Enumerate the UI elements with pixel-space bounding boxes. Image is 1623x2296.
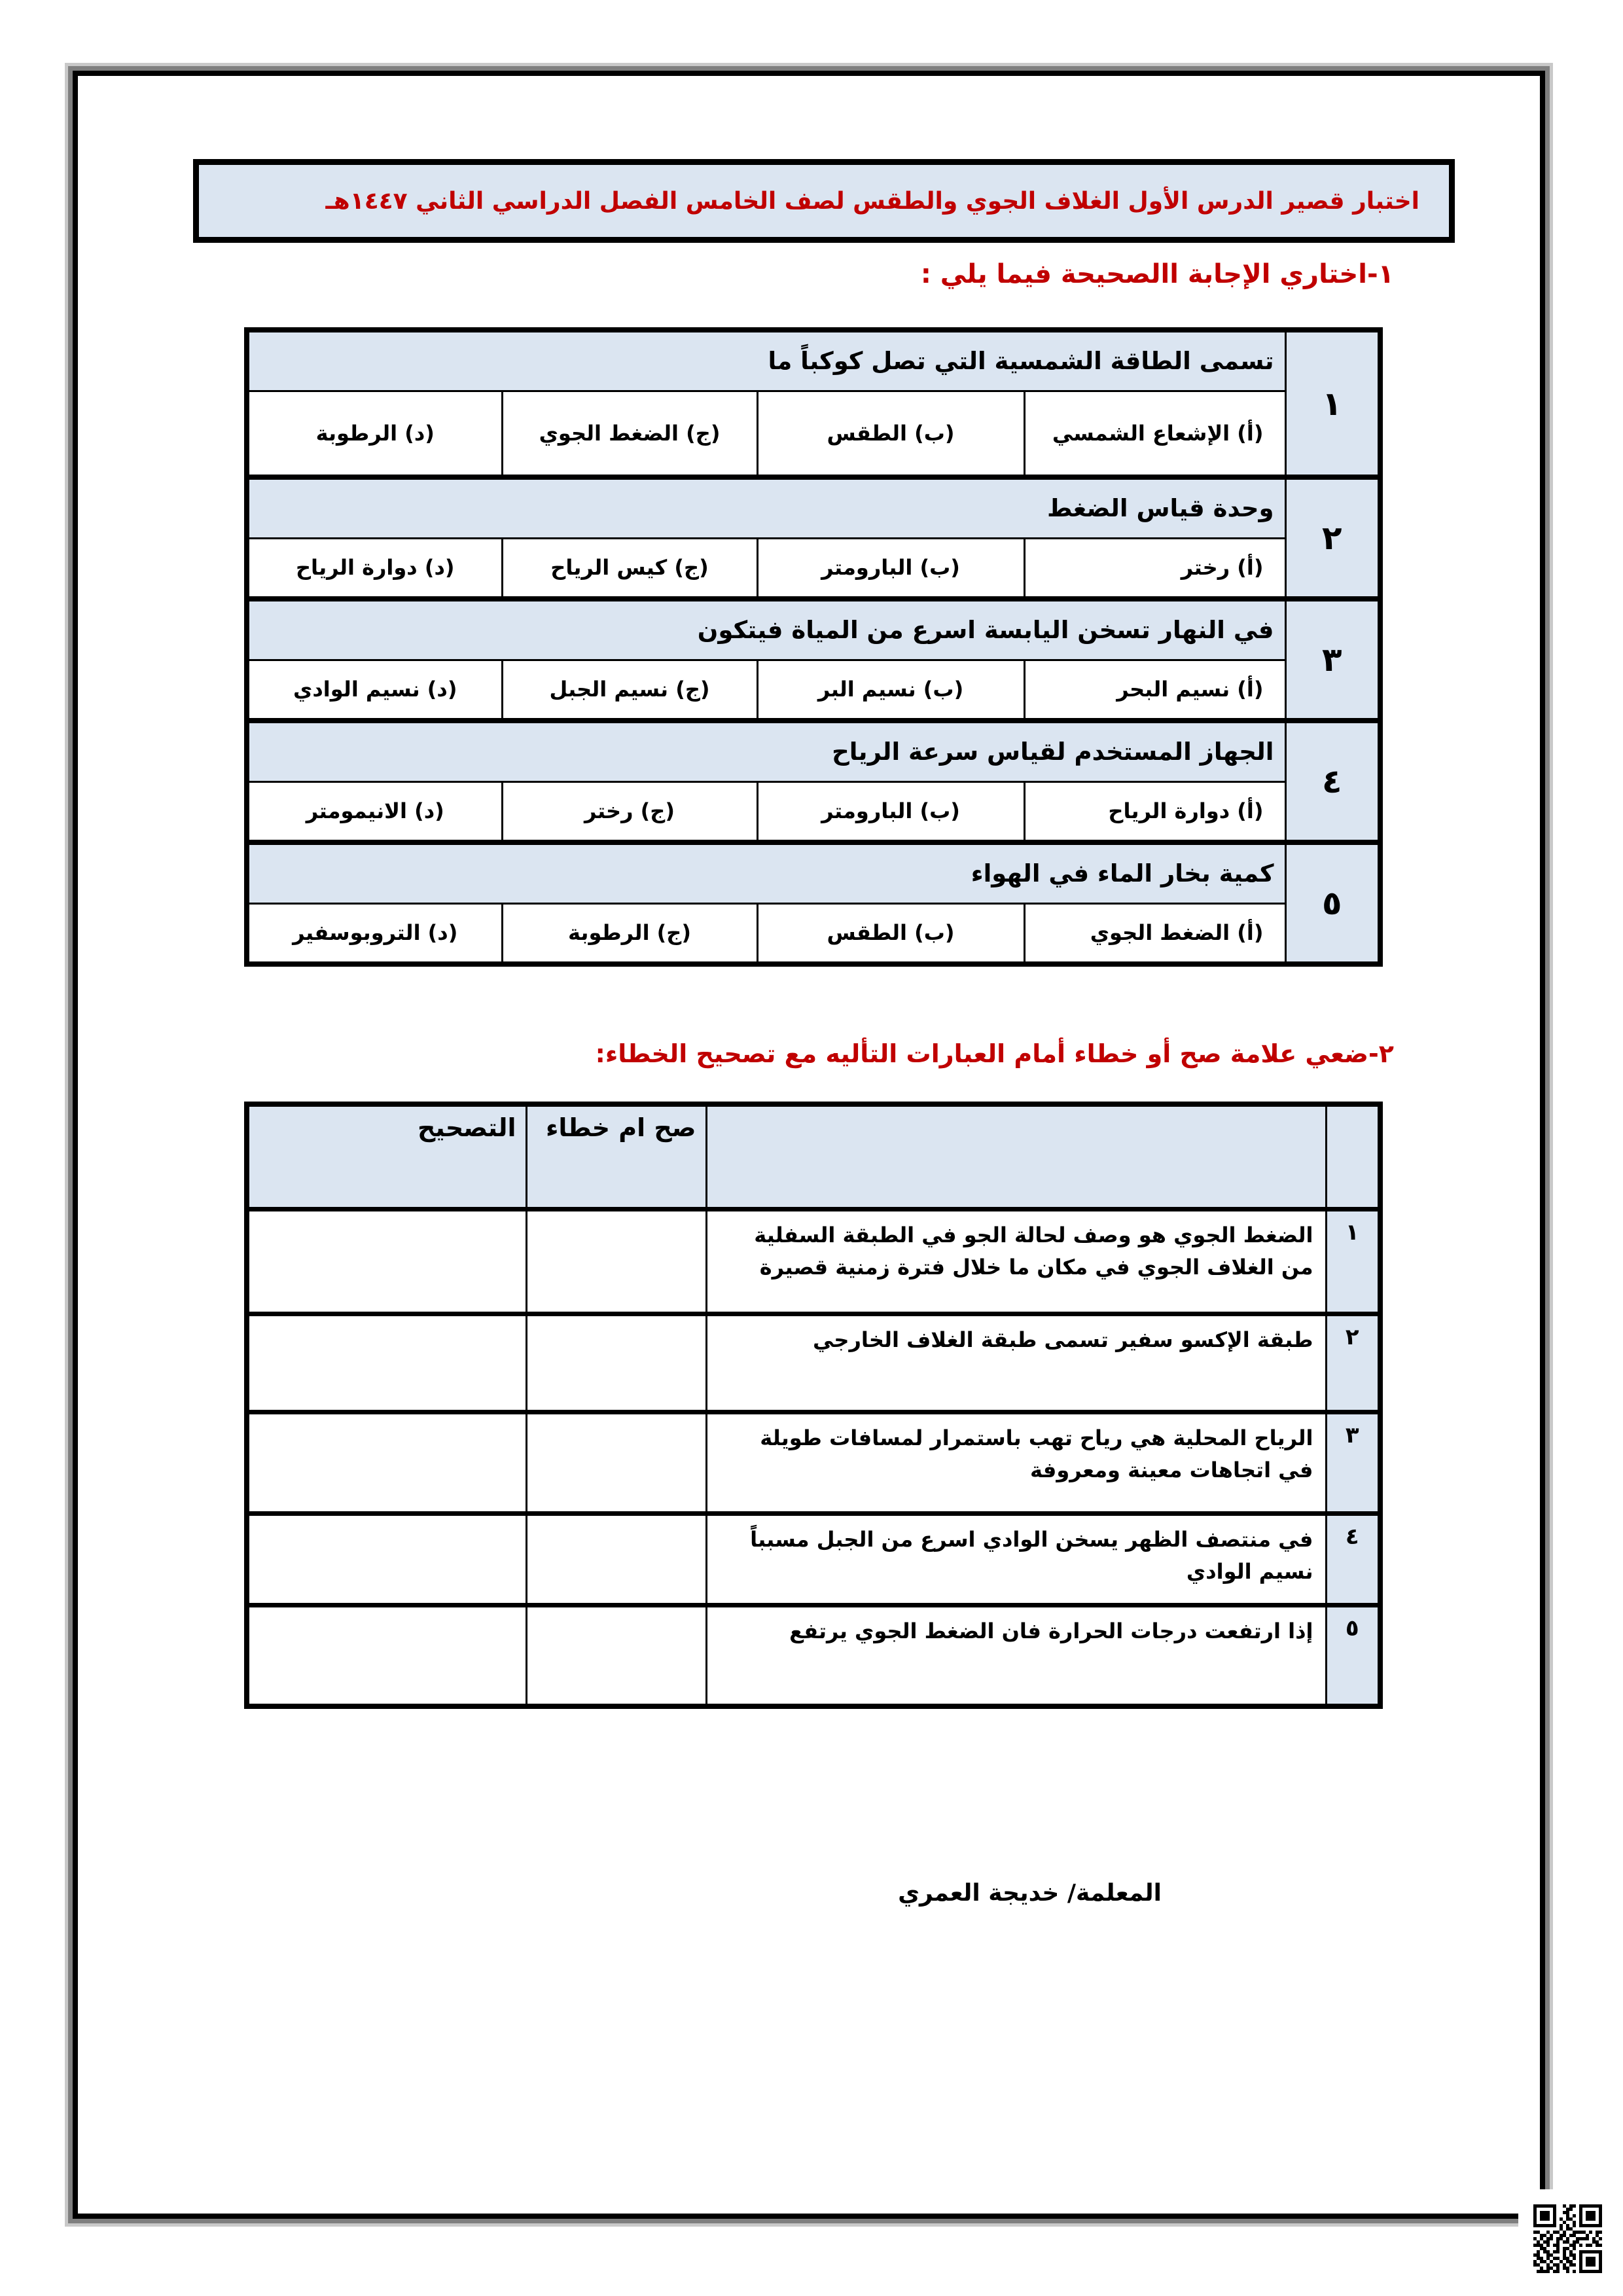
option-cell-d: (د) الانيمومتر: [247, 781, 502, 842]
question-number: ٤: [1285, 721, 1380, 842]
question-number: ٣: [1285, 599, 1380, 721]
correction-answer-cell[interactable]: [247, 1209, 526, 1314]
statement-text: في منتصف الظهر يسخن الوادي اسرع من الجبل مسبباً نسيم الوادي: [706, 1513, 1326, 1605]
option-cell-b: (ب) البارومتر: [757, 781, 1024, 842]
correction-answer-cell[interactable]: [247, 1314, 526, 1412]
correction-answer-cell[interactable]: [247, 1513, 526, 1605]
question-number: ٢: [1285, 477, 1380, 599]
question-number: ٥: [1285, 842, 1380, 964]
correction-answer-cell[interactable]: [247, 1605, 526, 1706]
option-cell-b: (ب) الطقس: [757, 391, 1024, 477]
statement-number: ٤: [1326, 1513, 1380, 1605]
mcq-table: [244, 327, 1383, 967]
option-cell-b: (ب) الطقس: [757, 903, 1024, 964]
option-cell-a: (أ) رختر: [1024, 538, 1285, 599]
option-cell-c: (ج) رختر: [502, 781, 757, 842]
option-cell-c: (ج) نسيم الجبل: [502, 660, 757, 721]
question-text: الجهاز المستخدم لقياس سرعة الرياح: [247, 721, 1285, 781]
teacher-signature: المعلمة/ خديجة العمري: [898, 1880, 1162, 1907]
statement-number: ٢: [1326, 1314, 1380, 1412]
option-cell-a: (أ) الإشعاع الشمسي: [1024, 391, 1285, 477]
title-box: [193, 159, 1455, 243]
page-title: اختبار قصير الدرس الأول الغلاف الجوي والطقس لصف الخامس الفصل الدراسي الثاني ١٤٤٧هـ: [325, 187, 1419, 215]
column-header-correction: التصحيح: [247, 1104, 526, 1209]
question-number: ١: [1285, 330, 1380, 477]
statement-number: ١: [1326, 1209, 1380, 1314]
truefalse-answer-cell[interactable]: [526, 1209, 706, 1314]
option-cell-a: (أ) دوارة الرياح: [1024, 781, 1285, 842]
column-header-truefalse: صح ام خطاء: [526, 1104, 706, 1209]
statement-text: إذا ارتفعت درجات الحرارة فان الضغط الجوي يرتفع: [706, 1605, 1326, 1706]
option-cell-c: (ج) كيس الرياح: [502, 538, 757, 599]
option-cell-d: (د) دوارة الرياح: [247, 538, 502, 599]
option-cell-c: (ج) الرطوبة: [502, 903, 757, 964]
option-cell-b: (ب) نسيم البر: [757, 660, 1024, 721]
truefalse-answer-cell[interactable]: [526, 1314, 706, 1412]
statement-column-header: [706, 1104, 1326, 1209]
statement-number: ٣: [1326, 1412, 1380, 1513]
number-column-header: [1326, 1104, 1380, 1209]
truefalse-answer-cell[interactable]: [526, 1412, 706, 1513]
option-cell-d: (د) التروبوسفير: [247, 903, 502, 964]
statement-text: الرياح المحلية هي رياح تهب باستمرار لمسافات طويلة في اتجاهات معينة ومعروفة: [706, 1412, 1326, 1513]
correction-answer-cell[interactable]: [247, 1412, 526, 1513]
section1-heading: ١-اختاري الإجابة االصحيحة فيما يلي :: [920, 259, 1394, 289]
option-cell-a: (أ) نسيم البحر: [1024, 660, 1285, 721]
truefalse-answer-cell[interactable]: [526, 1513, 706, 1605]
qr-code: [1533, 2204, 1602, 2273]
question-text: في النهار تسخن اليابسة اسرع من المياة فيتكون: [247, 599, 1285, 660]
option-cell-d: (د) نسيم الوادي: [247, 660, 502, 721]
option-cell-b: (ب) البارومتر: [757, 538, 1024, 599]
option-cell-a: (أ) الضغط الجوي: [1024, 903, 1285, 964]
truefalse-answer-cell[interactable]: [526, 1605, 706, 1706]
question-text: تسمى الطاقة الشمسية التي تصل كوكباً ما: [247, 330, 1285, 391]
question-text: وحدة قياس الضغط: [247, 477, 1285, 538]
option-cell-c: (ج) الضغط الجوي: [502, 391, 757, 477]
truefalse-table: [244, 1102, 1383, 1709]
section2-heading: ٢-ضعي علامة صح أو خطاء أمام العبارات التأليه مع تصحيح الخطاء:: [595, 1039, 1394, 1068]
statement-text: طبقة الإكسو سفير تسمى طبقة الغلاف الخارجي: [706, 1314, 1326, 1412]
qr-corner-patch: [1518, 2189, 1623, 2296]
question-text: كمية بخار الماء في الهواء: [247, 842, 1285, 903]
statement-text: الضغط الجوي هو وصف لحالة الجو في الطبقة السفلية من الغلاف الجوي في مكان ما خلال فترة زمنية قصيرة: [706, 1209, 1326, 1314]
option-cell-d: (د) الرطوبة: [247, 391, 502, 477]
statement-number: ٥: [1326, 1605, 1380, 1706]
